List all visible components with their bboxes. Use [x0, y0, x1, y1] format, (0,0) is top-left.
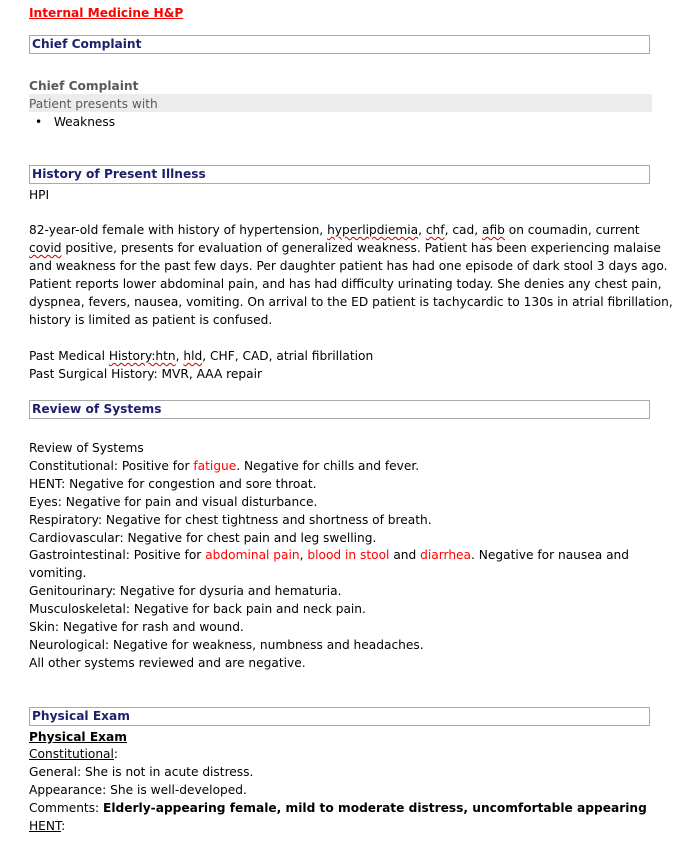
chief-complaint-intro: Patient presents with: [29, 97, 158, 111]
text-run: :: [113, 747, 119, 761]
ros-respiratory: Respiratory: Negative for chest tightness and shortness of breath.: [29, 513, 432, 527]
text-run: , CHF, CAD, atrial fibrillation: [202, 349, 374, 363]
list-item: [35, 113, 115, 131]
ros-genitourinary: Genitourinary: Negative for dysuria and hematuria.: [29, 584, 342, 598]
section-header-ros: [29, 400, 650, 419]
text-run: ,: [418, 223, 426, 237]
text-run: Elderly-appearing female, mild to moderate distress, uncomfortable appearing: [103, 801, 647, 815]
bullet-icon: •: [35, 115, 43, 129]
exam-hent-label: [29, 817, 65, 835]
ros-hent: HENT: Negative for congestion and sore throat.: [29, 477, 317, 491]
text-run: HENT: [29, 819, 62, 833]
past-medical-history: [29, 347, 373, 365]
ros-gastrointestinal-cont: vomiting.: [29, 566, 87, 580]
text-run: . Negative for chills and fever.: [236, 459, 420, 473]
section-header-label: History of Present Illness: [32, 167, 206, 181]
text-run: Gastrointestinal: Positive for: [29, 548, 206, 562]
highlighted-finding: blood in stool: [307, 548, 390, 562]
past-surgical-history: Past Surgical History: MVR, AAA repair: [29, 367, 263, 381]
ros-cardiovascular: Cardiovascular: Negative for chest pain and leg swelling.: [29, 531, 377, 545]
chief-complaint-subheading: Chief Complaint: [29, 79, 139, 93]
hpi-line: Patient reports lower abdominal pain, and has had difficulty urinating today. She denies any chest pain,: [29, 277, 662, 291]
section-header-physical-exam: [29, 707, 650, 726]
physical-exam-subheading: Physical Exam: [29, 730, 127, 744]
exam-general: General: She is not in acute distress.: [29, 765, 254, 779]
text-run: Past Medical: [29, 349, 109, 363]
spelling-flag[interactable]: History:htn: [108, 349, 176, 363]
list-item-text: Weakness: [53, 115, 116, 129]
text-run: . Negative for nausea and: [471, 548, 630, 562]
hpi-line: and weakness for the past few days. Per daughter patient has had one episode of dark stool 3 days ago.: [29, 259, 668, 273]
text-run: 82-year-old female with history of hypertension,: [29, 223, 328, 237]
spelling-flag[interactable]: covid: [29, 241, 62, 255]
ros-label: Review of Systems: [29, 441, 144, 455]
spelling-flag[interactable]: chf: [425, 223, 445, 237]
ros-musculoskeletal: Musculoskeletal: Negative for back pain and neck pain.: [29, 602, 366, 616]
text-run: on coumadin, current: [504, 223, 640, 237]
text-run: and: [389, 548, 421, 562]
spelling-flag[interactable]: hyperlipdiemia: [327, 223, 419, 237]
text-run: ,: [299, 548, 308, 562]
highlighted-finding: diarrhea: [420, 548, 472, 562]
ros-neurological: Neurological: Negative for weakness, numbness and headaches.: [29, 638, 424, 652]
section-header-hpi: [29, 165, 650, 184]
ros-constitutional: [29, 457, 419, 475]
text-run: Constitutional: Positive for: [29, 459, 194, 473]
text-run: positive, presents for evaluation of generalized weakness. Patient has been experiencing malaise: [61, 241, 661, 255]
section-header-label: Chief Complaint: [32, 37, 142, 51]
text-run: , cad,: [444, 223, 482, 237]
exam-appearance: Appearance: She is well-developed.: [29, 783, 247, 797]
spelling-flag[interactable]: afib: [481, 223, 505, 237]
section-header-label: Physical Exam: [32, 709, 130, 723]
ros-skin: Skin: Negative for rash and wound.: [29, 620, 244, 634]
highlighted-finding: fatigue: [193, 459, 237, 473]
text-run: :: [61, 819, 66, 833]
exam-comments: [29, 799, 647, 817]
section-header-chief-complaint: [29, 35, 650, 54]
ros-eyes: Eyes: Negative for pain and visual disturbance.: [29, 495, 318, 509]
text-run: Comments:: [29, 801, 104, 815]
text-run: ,: [175, 349, 184, 363]
exam-constitutional-label: [29, 745, 118, 763]
text-run: Constitutional: [29, 747, 114, 761]
ros-gastrointestinal: [29, 546, 629, 564]
section-header-label: Review of Systems: [32, 402, 162, 416]
document-title: Internal Medicine H&P: [29, 6, 184, 20]
ros-all-other: All other systems reviewed and are negative.: [29, 656, 306, 670]
spelling-flag[interactable]: hld: [183, 349, 203, 363]
highlighted-finding: abdominal pain: [205, 548, 300, 562]
hpi-paragraph: [29, 221, 673, 329]
hpi-line: dyspnea, fevers, nausea, vomiting. On arrival to the ED patient is tachycardic to 130s in atrial fibrillation,: [29, 295, 673, 309]
hpi-label: HPI: [29, 188, 50, 202]
hpi-line: history is limited as patient is confused.: [29, 313, 273, 327]
